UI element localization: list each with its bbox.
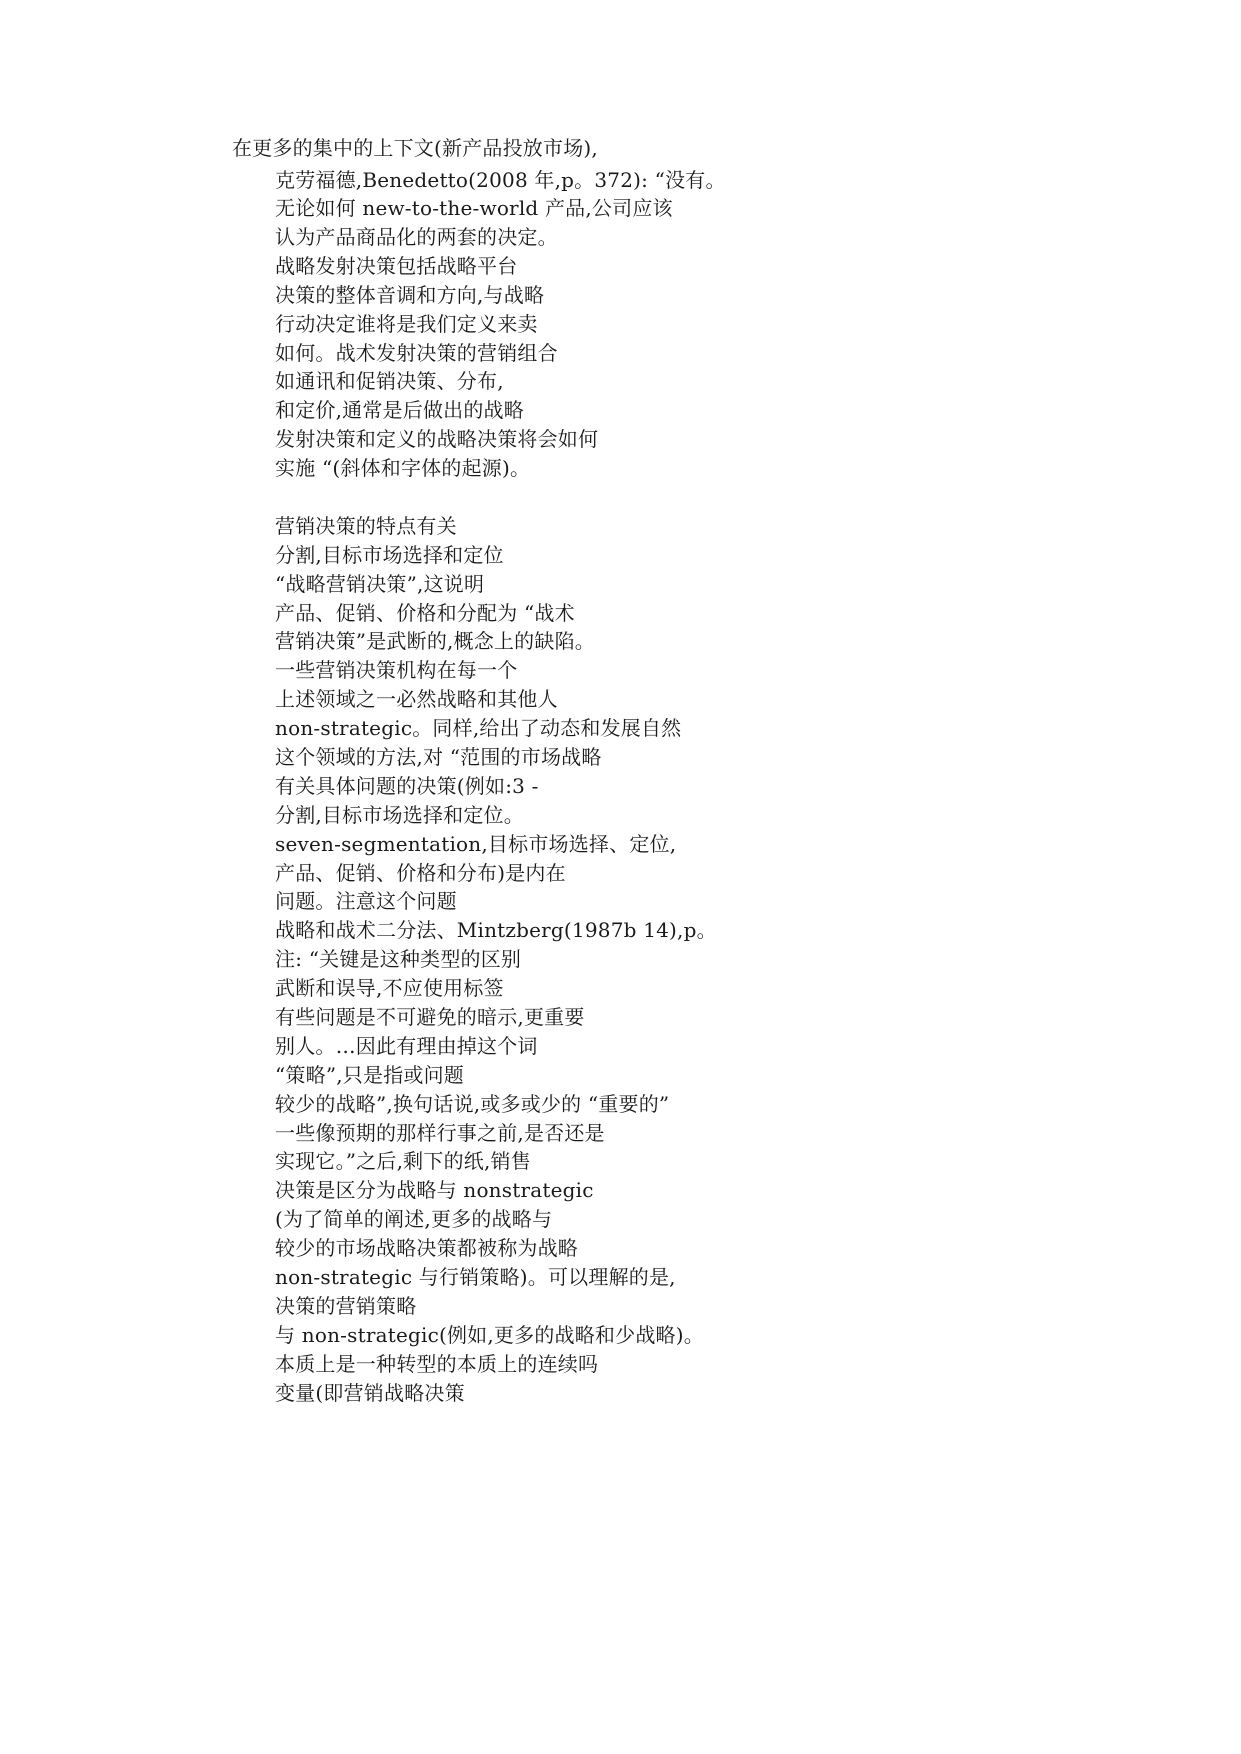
text-line: 认为产品商品化的两套的决定。 (275, 225, 558, 249)
text-line: 本质上是一种转型的本质上的连续吗 (275, 1352, 599, 1376)
text-line: (为了简单的阐述,更多的战略与 (275, 1207, 553, 1231)
text-line: 分割,目标市场选择和定位。 (275, 803, 524, 827)
text-line: 决策的营销策略 (275, 1294, 417, 1318)
text-line: 如通讯和促销决策、分布, (275, 369, 504, 393)
text-line: 有些问题是不可避免的暗示,更重要 (275, 1005, 585, 1029)
text-line: 克劳福德,Benedetto(2008 年,p。372): “没有。 (275, 168, 726, 192)
text-line: 营销决策”是武断的,概念上的缺陷。 (275, 629, 595, 653)
text-line: “战略营销决策”,这说明 (275, 572, 485, 596)
text-line: 决策是区分为战略与 nonstrategic (275, 1178, 594, 1202)
text-line: 无论如何 new-to-the-world 产品,公司应该 (275, 196, 673, 220)
text-line: 别人。…因此有理由掉这个词 (275, 1034, 538, 1058)
text-line: 一些营销决策机构在每一个 (275, 658, 518, 682)
text-line: 行动决定谁将是我们定义来卖 (275, 312, 538, 336)
text-line: seven-segmentation,目标市场选择、定位, (275, 832, 677, 856)
text-line: 战略发射决策包括战略平台 (275, 254, 518, 278)
text-line: 较少的战略”,换句话说,或多或少的 “重要的” (275, 1092, 670, 1116)
text-line: 问题。注意这个问题 (275, 889, 457, 913)
text-line: 在更多的集中的上下文(新产品投放市场), (232, 136, 598, 160)
text-line: 这个领域的方法,对 “范围的市场战略 (275, 745, 602, 769)
text-line: 武断和误导,不应使用标签 (275, 976, 504, 1000)
text-line: 产品、促销、价格和分布)是内在 (275, 861, 566, 885)
text-line: 有关具体问题的决策(例如:3 - (275, 774, 539, 798)
text-line: 上述领域之一必然战略和其他人 (275, 687, 558, 711)
text-line: 产品、促销、价格和分配为 “战术 (275, 601, 575, 625)
text-line: “策略”,只是指或问题 (275, 1063, 465, 1087)
text-line: 实现它。”之后,剩下的纸,销售 (275, 1149, 531, 1173)
text-line: 决策的整体音调和方向,与战略 (275, 283, 545, 307)
text-line: 营销决策的特点有关 (275, 514, 457, 538)
text-line: 发射决策和定义的战略决策将会如何 (275, 427, 599, 451)
text-line: 注: “关键是这种类型的区别 (275, 947, 522, 971)
text-line: 变量(即营销战略决策 (275, 1381, 465, 1405)
text-line: non-strategic 与行销策略)。可以理解的是, (275, 1265, 676, 1289)
text-line: 实施 “(斜体和字体的起源)。 (275, 456, 531, 480)
text-line: 如何。战术发射决策的营销组合 (275, 341, 558, 365)
text-line: 和定价,通常是后做出的战略 (275, 398, 524, 422)
text-line: 与 non-strategic(例如,更多的战略和少战略)。 (275, 1323, 704, 1347)
text-line: 较少的市场战略决策都被称为战略 (275, 1236, 578, 1260)
text-line: 战略和战术二分法、Mintzberg(1987b 14),p。 (275, 918, 717, 942)
text-line: 一些像预期的那样行事之前,是否还是 (275, 1121, 605, 1145)
text-line: non-strategic。同样,给出了动态和发展自然 (275, 716, 682, 740)
text-line: 分割,目标市场选择和定位 (275, 543, 504, 567)
